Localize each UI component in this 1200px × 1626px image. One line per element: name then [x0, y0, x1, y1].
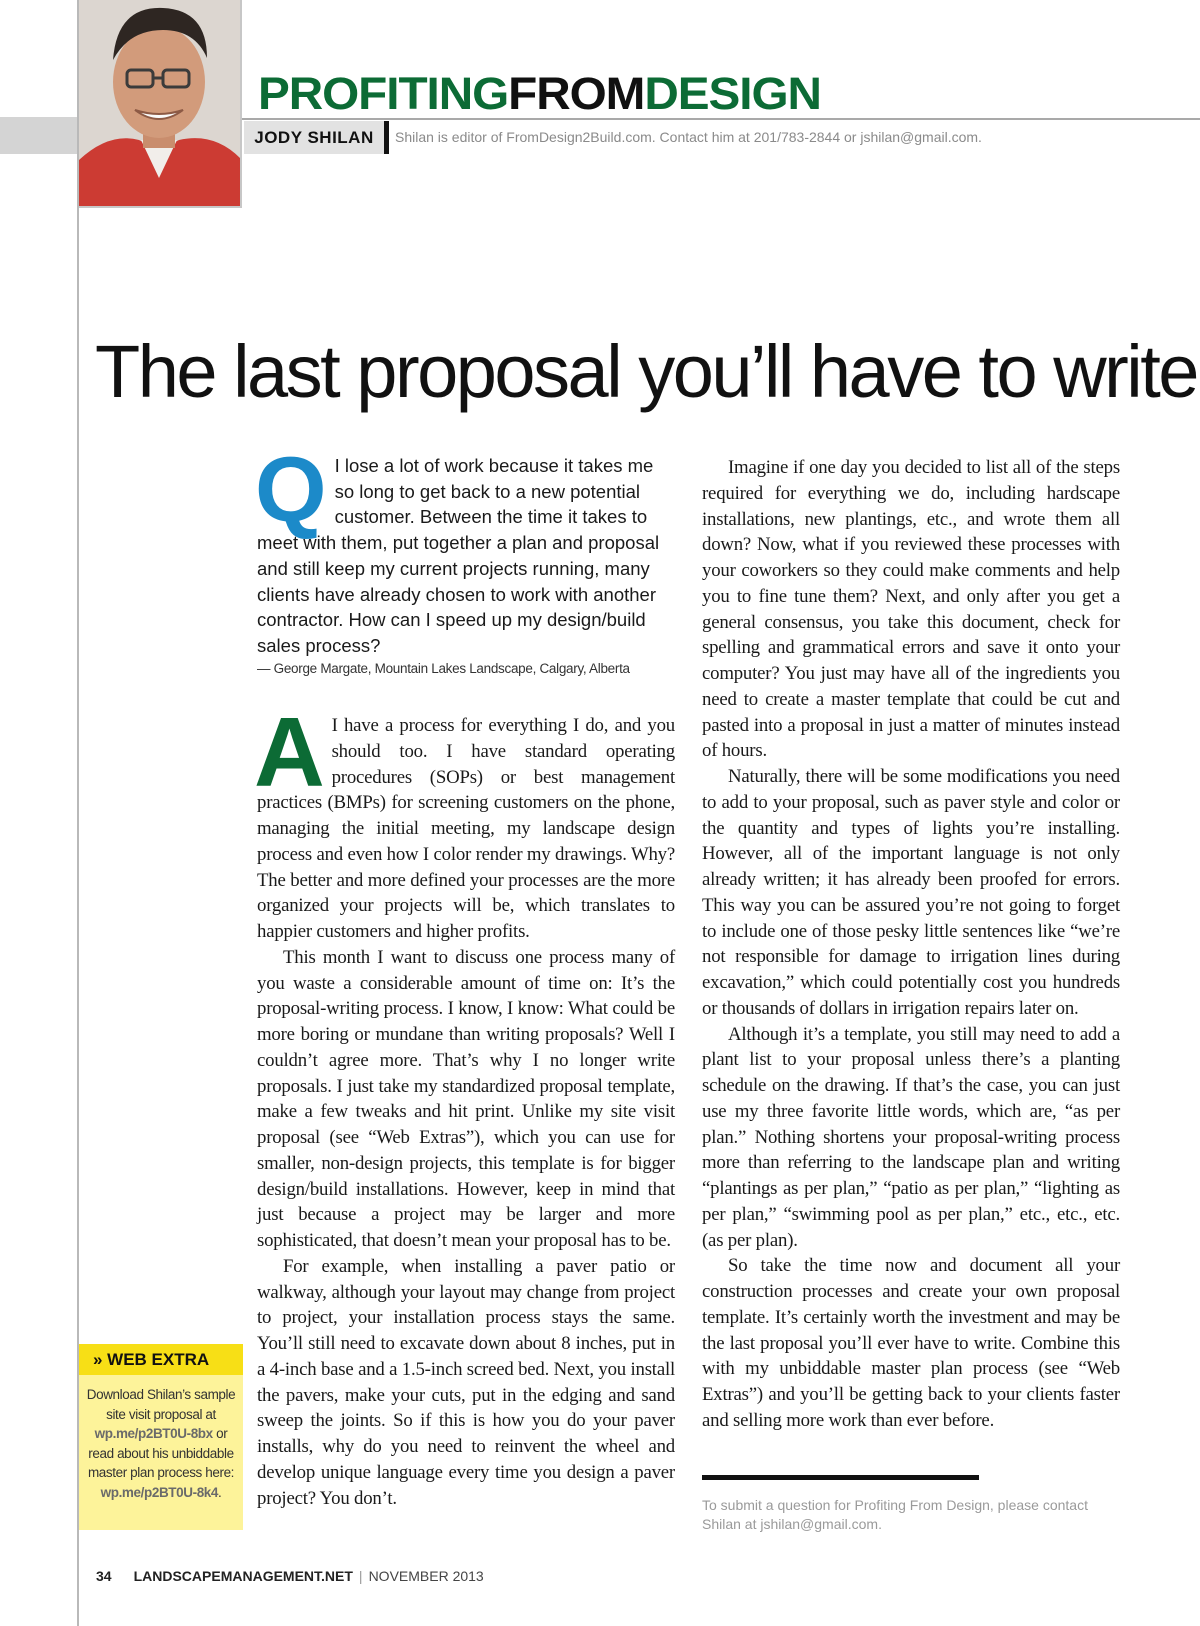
- web-extra-text-3: .: [218, 1484, 222, 1500]
- issue-date: NOVEMBER 2013: [368, 1568, 484, 1584]
- publication-name: LANDSCAPEMANAGEMENT.NET: [133, 1568, 353, 1584]
- answer-paragraph-1: [254, 697, 675, 945]
- web-extra-link-site-visit[interactable]: wp.me/p2BT0U-8bx: [94, 1426, 213, 1441]
- right-paragraph-2: Naturally, there will be some modifications you need to add to your proposal, such as paver style and color or the quantity and types of lights you’re installing. However, all of the important language is not only already written; it has already been proofed for errors. This way you can be assured you’re not going to forget to include one of those pesky little sentences like “we’re not responsible for damage to irrigation lines during excavation,” which could potentially cost you hundreds or thousands of dollars in irrigation repairs later on.: [702, 766, 1120, 1019]
- answer-paragraph-1-text: I have a process for everything I do, and you should too. I have standard operating procedures (SOPs) or best management practices (BMPs) for screening customers on the phone, managing the initial meeting, my landscape design process and even how I color render my drawings. Why? The better and more defined your processes are the more organized your projects will be, which translates to happier customers and higher profits.: [257, 715, 675, 942]
- column-title: [258, 66, 821, 122]
- right-column: [702, 455, 1120, 1434]
- web-extra-label: » WEB EXTRA: [79, 1344, 243, 1375]
- web-extra-box: [79, 1344, 243, 1530]
- question-attribution: — George Margate, Mountain Lakes Landscape, Calgary, Alberta: [257, 661, 630, 676]
- web-extra-text: [79, 1375, 243, 1502]
- header-gray-band: [0, 117, 77, 154]
- article-end-rule: [702, 1475, 979, 1480]
- web-extra-link-master-plan[interactable]: wp.me/p2BT0U-8k4: [100, 1484, 219, 1500]
- web-extra-text-2: or read about his unbiddable master plan process here:: [87, 1426, 235, 1480]
- web-extra-text-1: Download Shilan’s sample site visit proposal at: [86, 1387, 236, 1422]
- page-number: 34: [96, 1568, 112, 1584]
- page-footer: [96, 1566, 484, 1586]
- answer-paragraph-2: This month I want to discuss one process many of you waste a considerable amount of time on: It’s the proposal-writing process. I know, I know: What could be more boring or mundane than writing proposals? Well I couldn’t agree more. That’s why I no longer write proposals. I just take my standardized proposal template, make a few tweaks and hit print. Unlike my site visit proposal (see “Web Extras”), which you can use for smaller, non-design projects, this template is for bigger design/build installations. However, keep in mind that just because a project may be larger and more sophisticated, that doesn’t mean your proposal has to be.: [257, 946, 675, 1251]
- author-photo: [79, 0, 242, 208]
- footer-separator: |: [358, 1568, 363, 1584]
- column-title-design: DESIGN: [644, 68, 821, 119]
- answer-column: [254, 697, 675, 1511]
- right-paragraph-1: Imagine if one day you decided to list all of the steps required for everything we do, including hardscape installations, new plantings, etc., and wrote them all down? Now, what if you reviewed these processes with your coworkers so they could make comments and help you to fine tune them? Next, and only after you get a general consensus, you take this document, check for spelling and grammatical errors and save it onto your computer? You just may have all of the ingredients you need to create a master template that could be cut and pasted into a proposal in just a matter of minutes instead of hours.: [702, 457, 1120, 762]
- right-paragraph-4: So take the time now and document all your construction processes and create your own proposal template. It’s certainly worth the investment and may be the last proposal you’ll ever have to write. Combine this with my unbiddable master plan process (see “Web Extras”) and you’ll be getting back to your clients faster and selling more work than ever before.: [702, 1255, 1120, 1431]
- answer-paragraph-3: For example, when installing a paver patio or walkway, although your layout may change from project to project, your installation process stays the same. You’ll still need to excavate down about 8 inches, put in a 4-inch base and a 1.5-inch screed bed. Next, you install the pavers, make your cuts, put in the edging and sand sweep the joints. So if this is how you do your paver installs, why do you need to reinvent the wheel and develop unique language every time you design a paver project? You don’t.: [257, 1255, 675, 1509]
- answer-dropcap: A: [254, 697, 325, 807]
- column-title-from: FROM: [508, 68, 645, 119]
- question-dropcap: Q: [255, 439, 327, 541]
- submit-question-note: To submit a question for Profiting From Design, please contact Shilan at jshilan@gmail.com.: [702, 1497, 1088, 1532]
- column-title-profiting: PROFITING: [258, 68, 509, 119]
- author-bio: Shilan is editor of FromDesign2Build.com. Contact him at 201/783-2844 or jshilan@gmail.com.: [395, 129, 982, 145]
- question-text: I lose a lot of work because it takes me so long to get back to a new potential customer. Between the time it takes to meet with them, put together a plan and proposal and still keep my current projects running, many clients have already chosen to work with another contractor. How can I speed up my design/build sales process?: [257, 455, 660, 656]
- author-name: JODY SHILAN: [244, 121, 389, 154]
- right-paragraph-3: Although it’s a template, you still may need to add a plant list to your proposal unless there’s a planting schedule on the drawing. If that’s the case, you can just use my three favorite little words, which are, “as per plan.” Nothing shortens your proposal-writing process more than referring to the landscape plan and writing “plantings as per plan,” “patio as per plan,” “lighting as per plan,” “swimming pool as per plan,” etc., etc., etc. (as per plan).: [702, 1023, 1120, 1251]
- article-headline: The last proposal you’ll have to write: [95, 330, 1197, 413]
- reader-question: [255, 439, 673, 659]
